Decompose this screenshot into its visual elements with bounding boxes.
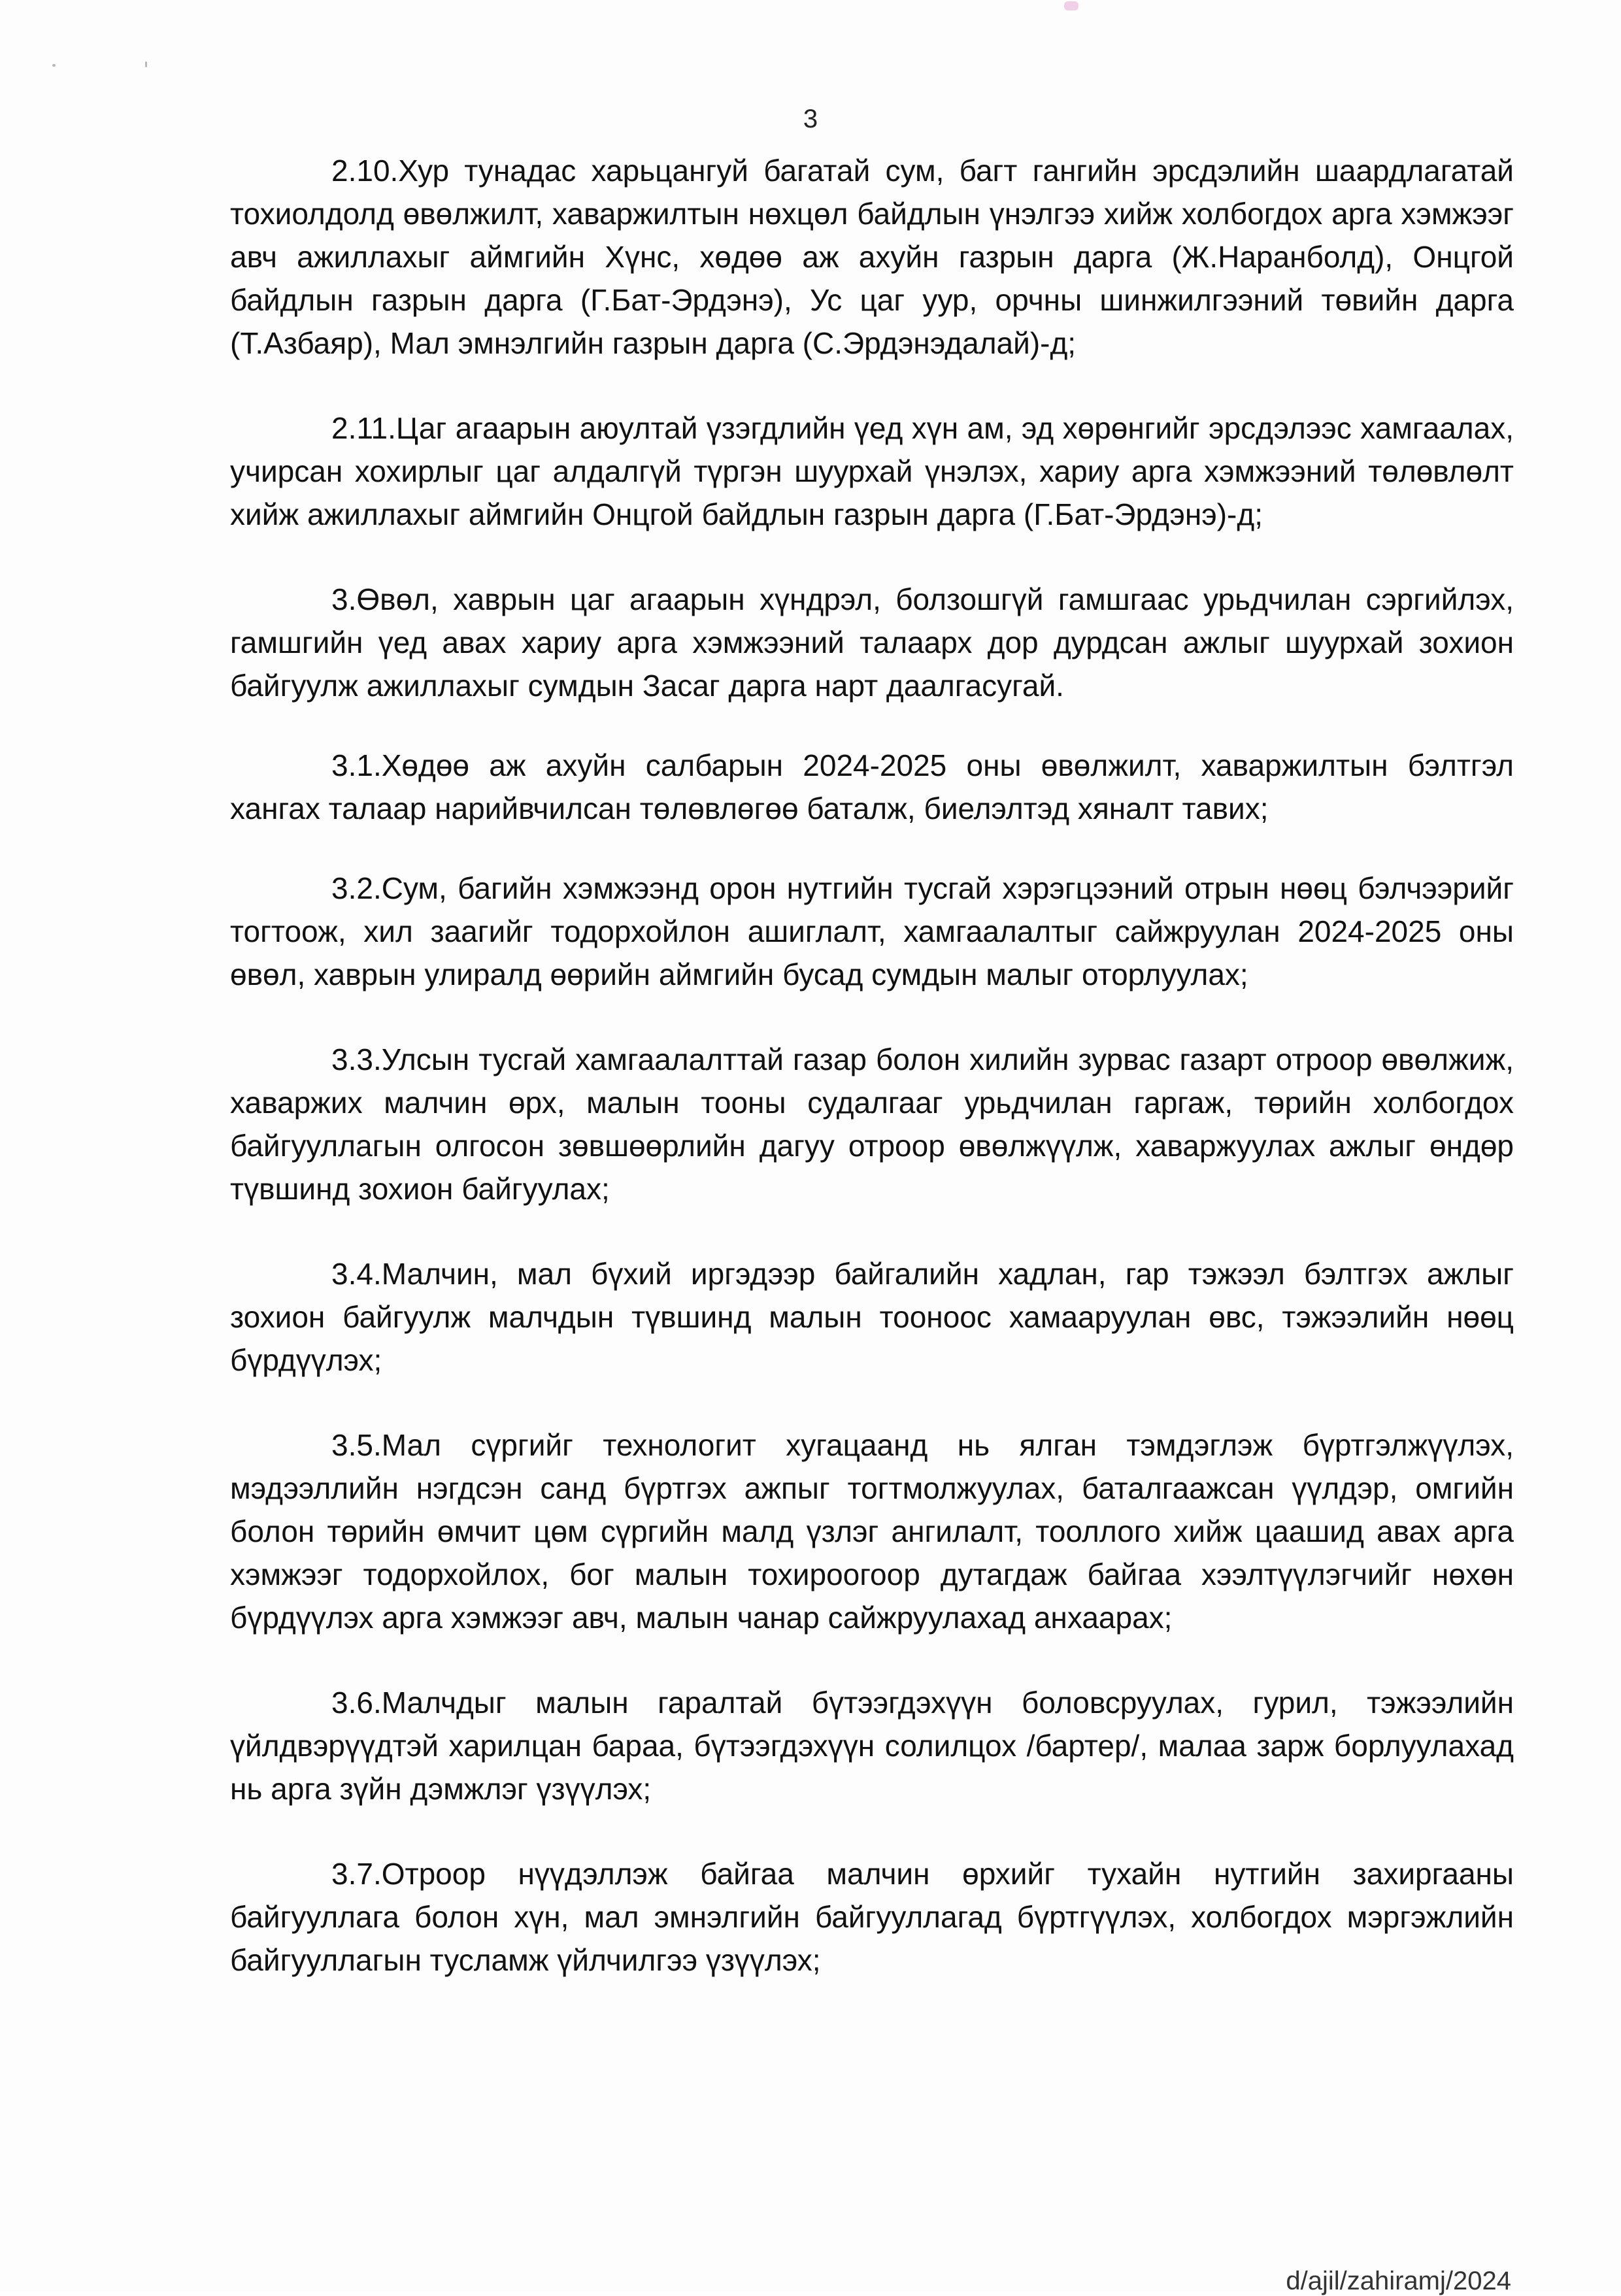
file-path-footer: d/ajil/zahiramj/2024	[1286, 2267, 1511, 2295]
document-body	[230, 149, 1514, 2023]
scan-speck	[52, 64, 56, 67]
page-number: 3	[803, 105, 818, 133]
paragraph-3-6: 3.6.Малчдыг малын гаралтай бүтээгдэхүүн боловсруулах, гурил, тэжээлийн үйлдвэрүүдтэй харилцан бараа, бүтээгдэхүүн солилцох /бартер/, малаа зарж борлуулахад нь арга зүйн дэмжлэг үзүүлэх;	[230, 1686, 1514, 1806]
paragraph-3-5: 3.5.Мал сүргийг технологит хугацаанд нь ялган тэмдэглэж бүртгэлжүүлэх, мэдээллийн нэгдсэн санд бүртгэх ажпыг тогтмолжуулах, баталгаажсан үүлдэр, омгийн болон төрийн өмчит цөм сүргийн малд үзлэг ангилалт, тооллого хийж цаашид авах арга хэмжээг тодорхойлох, бог малын тохироогоор дутагдаж байгаа хээлтүүлэгчийг нөхөн бүрдүүлэх арга хэмжээг авч, малын чанар сайжруулахад анхаарах;	[230, 1428, 1514, 1635]
paragraph-2-11: 2.11.Цаг агаарын аюултай үзэгдлийн үед хүн ам, эд хөрөнгийг эрсдэлээс хамгаалах, учирсан хохирлыг цаг алдалгүй түргэн шуурхай үнэлэх, хариу арга хэмжээний төлөвлөлт хийж ажиллахыг аймгийн Онцгой байдлын газрын дарга (Г.Бат-Эрдэнэ)-д;	[230, 411, 1514, 531]
paragraph-3: 3.Өвөл, хаврын цаг агаарын хүндрэл, болзошгүй гамшгаас урьдчилан сэргийлэх, гамшгийн үед авах хариу арга хэмжээний талаарх дор дурдсан ажлыг шуурхай зохион байгуулж ажиллахыг сумдын Засаг дарга нарт даалгасугай.	[230, 582, 1514, 703]
paragraph-3-4: 3.4.Малчин, мал бүхий иргэдээр байгалийн хадлан, гар тэжээл бэлтгэх ажлыг зохион байгуулж малчдын түвшинд малын тооноос хамааруулан өвс, тэжээлийн нөөц бүрдүүлэх;	[230, 1257, 1514, 1377]
paragraph-3-7: 3.7.Отроор нүүдэллэж байгаа малчин өрхийг тухайн нутгийн захиргааны байгууллага болон хүн, мал эмнэлгийн байгууллагад бүртгүүлэх, холбогдох мэргэжлийн байгууллагын тусламж үйлчилгээ үзүүлэх;	[230, 1857, 1514, 1977]
paragraph-3-2: 3.2.Сум, багийн хэмжээнд орон нутгийн тусгай хэрэгцээний отрын нөөц бэлчээрийг тогтоож, хил заагийг тодорхойлон ашиглалт, хамгаалалтыг сайжруулан 2024-2025 оны өвөл, хаврын улиралд өөрийн аймгийн бусад сумдын малыг оторлуулах;	[230, 871, 1514, 991]
scan-ink-mark	[1064, 1, 1078, 10]
paragraph-3-1: 3.1.Хөдөө аж ахуйн салбарын 2024-2025 оны өвөлжилт, хаваржилтын бэлтгэл хангах талаар нарийвчилсан төлөвлөгөө баталж, биелэлтэд хяналт тавих;	[230, 748, 1514, 825]
scan-speck	[145, 61, 147, 67]
paragraph-3-3: 3.3.Улсын тусгай хамгаалалттай газар болон хилийн зурвас газарт отроор өвөлжиж, хаваржих малчин өрх, малын тооны судалгааг урьдчилан гаргаж, төрийн холбогдох байгууллагын олгосон зөвшөөрлийн дагуу отроор өвөлжүүлж, хаваржуулах ажлыг өндөр түвшинд зохион байгуулах;	[230, 1042, 1514, 1206]
paragraph-2-10: 2.10.Хур тунадас харьцангуй багатай сум, багт гангийн эрсдэлийн шаардлагатай тохиолдолд өвөлжилт, хаваржилтын нөхцөл байдлын үнэлгээ хийж холбогдох арга хэмжээг авч ажиллахыг аймгийн Хүнс, хөдөө аж ахуйн газрын дарга (Ж.Наранболд), Онцгой байдлын газрын дарга (Г.Бат-Эрдэнэ), Ус цаг уур, орчны шинжилгээний төвийн дарга (Т.Азбаяр), Мал эмнэлгийн газрын дарга (С.Эрдэнэдалай)-д;	[230, 154, 1514, 360]
